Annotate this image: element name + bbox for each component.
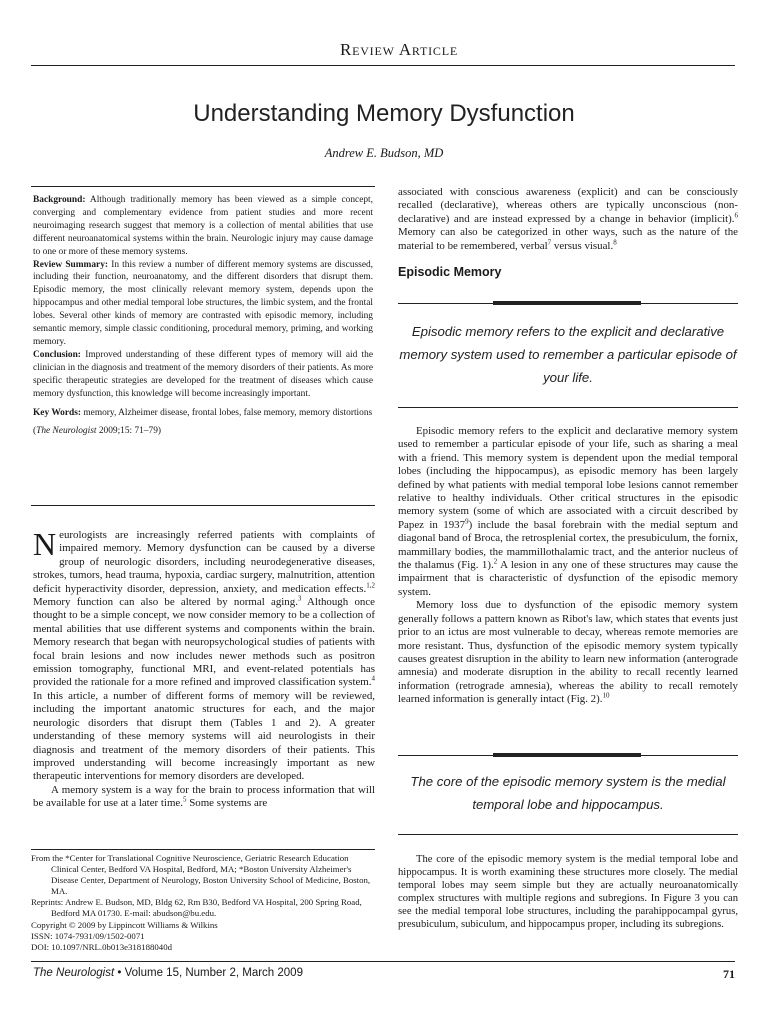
background-label: Background: — [33, 195, 86, 205]
pullquote2-rule-bottom — [398, 834, 738, 835]
citation: (The Neurologist 2009;15: 71–79) — [33, 426, 162, 436]
ref-sup: 6 — [734, 211, 738, 220]
episodic-text-1: Episodic memory refers to the explicit and declarative memory system used to remember a particular episode of your life, such as sharing a meal with a friend. This memory system is dependent upon the medial temporal lobes (including the hippocampus), as episodic memory has been largely defined by what patients with medial temporal lobe lesions cannot remember relative to healthy individuals. Other critical structures in the episodic memory system (some of which are associated with a circuit described by Papez in 1937 — [398, 425, 738, 531]
ref-sup: 7 — [547, 238, 552, 246]
abstract-box — [31, 186, 375, 506]
intro-text-2: Memory function can also be altered by normal aging. — [33, 596, 298, 609]
author-line: Andrew E. Budson, MD — [324, 146, 444, 160]
right-column-body-2 — [398, 854, 738, 931]
footer-bullet: • — [117, 967, 122, 979]
drop-cap: N — [33, 526, 57, 562]
footnote-affiliation: From the *Center for Translational Cognitive Neuroscience, Geriatric Research Education Clinical Center, Bedford VA Hospital, Bedford, MA; *Boston University Alzheimer's Disease Center, Department of Neurology, Boston University School of Medicine, Boston, MA. — [31, 853, 371, 897]
footnote-block — [31, 853, 375, 953]
summary-label: Review Summary: — [33, 259, 109, 270]
ribot-paragraph — [398, 599, 738, 706]
background-text: Although traditionally memory has been viewed as a simple concept, converging and complementary evidence from patient studies and more recent neuroimaging research suggest that memory is a collection of mental abilities that use different neuroanatomical systems within the brain. Neurologic injury may cause damage to one or more of these memory systems. — [33, 195, 373, 257]
conclusion-text: Improved understanding of these different types of memory will aid the clinician in the diagnosis and treatment of the memory disorders of their patients. As more specific therapeutic strategies are developed for the treatment of diseases which cause memory dysfunction, this knowledge will become increasingly important. — [33, 349, 373, 399]
episodic-memory-heading: Episodic Memory — [398, 265, 502, 279]
footnote-copyright: Copyright © 2009 by Lippincott Williams & Wilkins — [31, 919, 218, 930]
footnote-issn: ISSN: 1074-7931/09/1502-0071 — [31, 930, 145, 941]
right-column-body — [398, 425, 738, 707]
ref-sup: 1,2 — [366, 581, 375, 589]
keywords — [33, 407, 373, 420]
intro-text-4: In this article, a number of different forms of memory will be reviewed, including the important anatomic structures for each, and the major neurologic disorders that disrupt them (Tables 1 and 2). A greater understanding of these memory systems will aid neurologists in their diagnosis and treatment of the memory disorders of their patients. This improved understanding will become increasingly important as new therapeutic interventions for memory disorders are developed. — [33, 689, 375, 783]
citation-details: 2009;15: 71–79) — [98, 426, 162, 436]
abstract-background — [33, 194, 373, 259]
footnote-rule — [31, 849, 375, 850]
intro-text-1: eurologists are increasingly referred patients with complaints of impaired memory. Memory dysfunction can be caused by a diverse group of neurologic disorders, including neurodegenerative diseases, strokes, tumors, head trauma, hypoxia, cardiac surgery, malnutrition, attention deficit hyperactivity disorder, depression, anxiety, and medication effects. — [33, 529, 375, 595]
left-column-body — [33, 526, 375, 811]
citation-journal: The Neurologist — [36, 426, 97, 436]
episodic-paragraph — [398, 425, 738, 599]
article-title: Understanding Memory Dysfunction — [193, 100, 575, 127]
footer-rule — [31, 961, 735, 962]
memory-system-text-2: Some systems are — [186, 797, 268, 810]
right-intro-text-3: versus visual. — [551, 239, 614, 252]
ref-sup: 10 — [602, 691, 610, 700]
right-column-intro — [398, 186, 738, 253]
episodic-text-2: ) include the basal forebrain with the medial septum and diagonal band of Broca, the retrosplenial cortex, the presubiculum, the fornix, mammillary bodies, the mammillothalamic tract, and the anterior nucleus of the thalamus (Fig. 1). — [398, 518, 739, 572]
footer-journal: The Neurologist — [33, 967, 115, 979]
abstract-text — [33, 194, 373, 438]
pullquote-episodic: Episodic memory refers to the explicit and declarative memory system used to remember a particular episode of your life. — [399, 324, 737, 385]
pullquote-rule-top — [398, 303, 738, 304]
footer-volume: Volume 15, Number 2, March 2009 — [124, 967, 303, 979]
right-intro-paragraph — [398, 186, 738, 253]
pullquote-core: The core of the episodic memory system is the medial temporal lobe and hippocampus. — [410, 774, 726, 812]
memory-system-text: A memory system is a way for the brain to process information that will be available for use at a later time. — [33, 783, 375, 810]
ref-sup: 9 — [465, 517, 469, 526]
summary-text: In this review a number of different memory systems are discussed, including their function, neuroanatomy, and the different disorders that disrupt them. Episodic memory, the most clinically relevant memory system, depends upon the hippocampus and other medial temporal lobe structures, the limbic system, and the frontal lobes. Several other kinds of memory are contrasted with episodic memory, including semantic memory, simple classic conditioning, procedural memory, priming, and working memory. — [33, 259, 374, 347]
ref-sup: 3 — [297, 594, 302, 603]
journal-footer — [33, 967, 303, 979]
abstract-summary — [33, 259, 373, 349]
ref-sup: 2 — [493, 557, 498, 566]
header-rule — [31, 65, 735, 66]
pullquote2-rule-top — [398, 755, 738, 756]
memory-system-paragraph — [33, 784, 375, 811]
pullquote-rule-bottom — [398, 407, 738, 408]
page-number: 71 — [723, 967, 735, 981]
right-intro-text: associated with conscious awareness (explicit) and can be consciously recalled (declarative), whereas others are typically unconscious (non-declarative) and are instead expressed by a change in behavior (implicit). — [398, 186, 738, 225]
episodic-text-3: A lesion in any one of these structures may cause the impairment that is characteristic of dysfunction of the episodic memory system. — [398, 559, 739, 598]
right-intro-text-2: Memory can also be categorized in other ways, such as the nature of the material to be remembered, verbal — [398, 226, 738, 252]
abstract-conclusion — [33, 349, 373, 401]
keywords-label: Key Words: — [33, 407, 82, 418]
section-heading: Review Article — [339, 40, 458, 59]
ref-sup: 4 — [371, 674, 375, 683]
keywords-text: memory, Alzheimer disease, frontal lobes, false memory, memory distortions — [83, 407, 373, 418]
footnote-doi: DOI: 10.1097/NRL.0b013e318188040d — [31, 941, 172, 952]
core-paragraph: The core of the episodic memory system is the medial temporal lobe and hippocampus. It is worth examining these structures more closely. The medial temporal lobes may seem simple but they are actually neuroanatomically complex structures with multiple regions and subregions. In Figure 3 you can see the medial temporal lobe structures, including the parahippocampal gyrus, presubiculum, subiculum, and hippocampus proper, including its subregions. — [398, 854, 738, 930]
intro-paragraph — [33, 526, 375, 784]
ribot-text: Memory loss due to dysfunction of the episodic memory system generally follows a pattern known as Ribot's law, which states that events just prior to an ictus are most vulnerable to decay, whereas remote memories are more resistant. Thus, dysfunction of the episodic memory system typically causes greatest disruption in the ability to learn new information (anterograde amnesia) and moderate disruption in the ability to recall recently learned information (retrograde amnesia), whereas the ability to recall remotely learned information is generally intact (Fig. 2). — [398, 599, 738, 706]
conclusion-label: Conclusion: — [33, 349, 81, 360]
footnote-reprints: Reprints: Andrew E. Budson, MD, Bldg 62, Rm B30, Bedford VA Hospital, 200 Spring Road, Bedford MA 01730. E-mail: abudson@bu.edu. — [31, 897, 362, 919]
ref-sup: 8 — [613, 238, 617, 246]
intro-text-3: Although once thought to be a simple concept, we now consider memory to be a collection of mental abilities that use different systems and components within the brain. Memory research that began with neuropsychological studies of patients with focal brain lesions and now includes newer methods such as positron emission tomography, functional MRI, and event-related potentials has provided the rationale for a more refined and improved classification system. — [33, 596, 375, 689]
ref-sup: 5 — [182, 795, 187, 804]
